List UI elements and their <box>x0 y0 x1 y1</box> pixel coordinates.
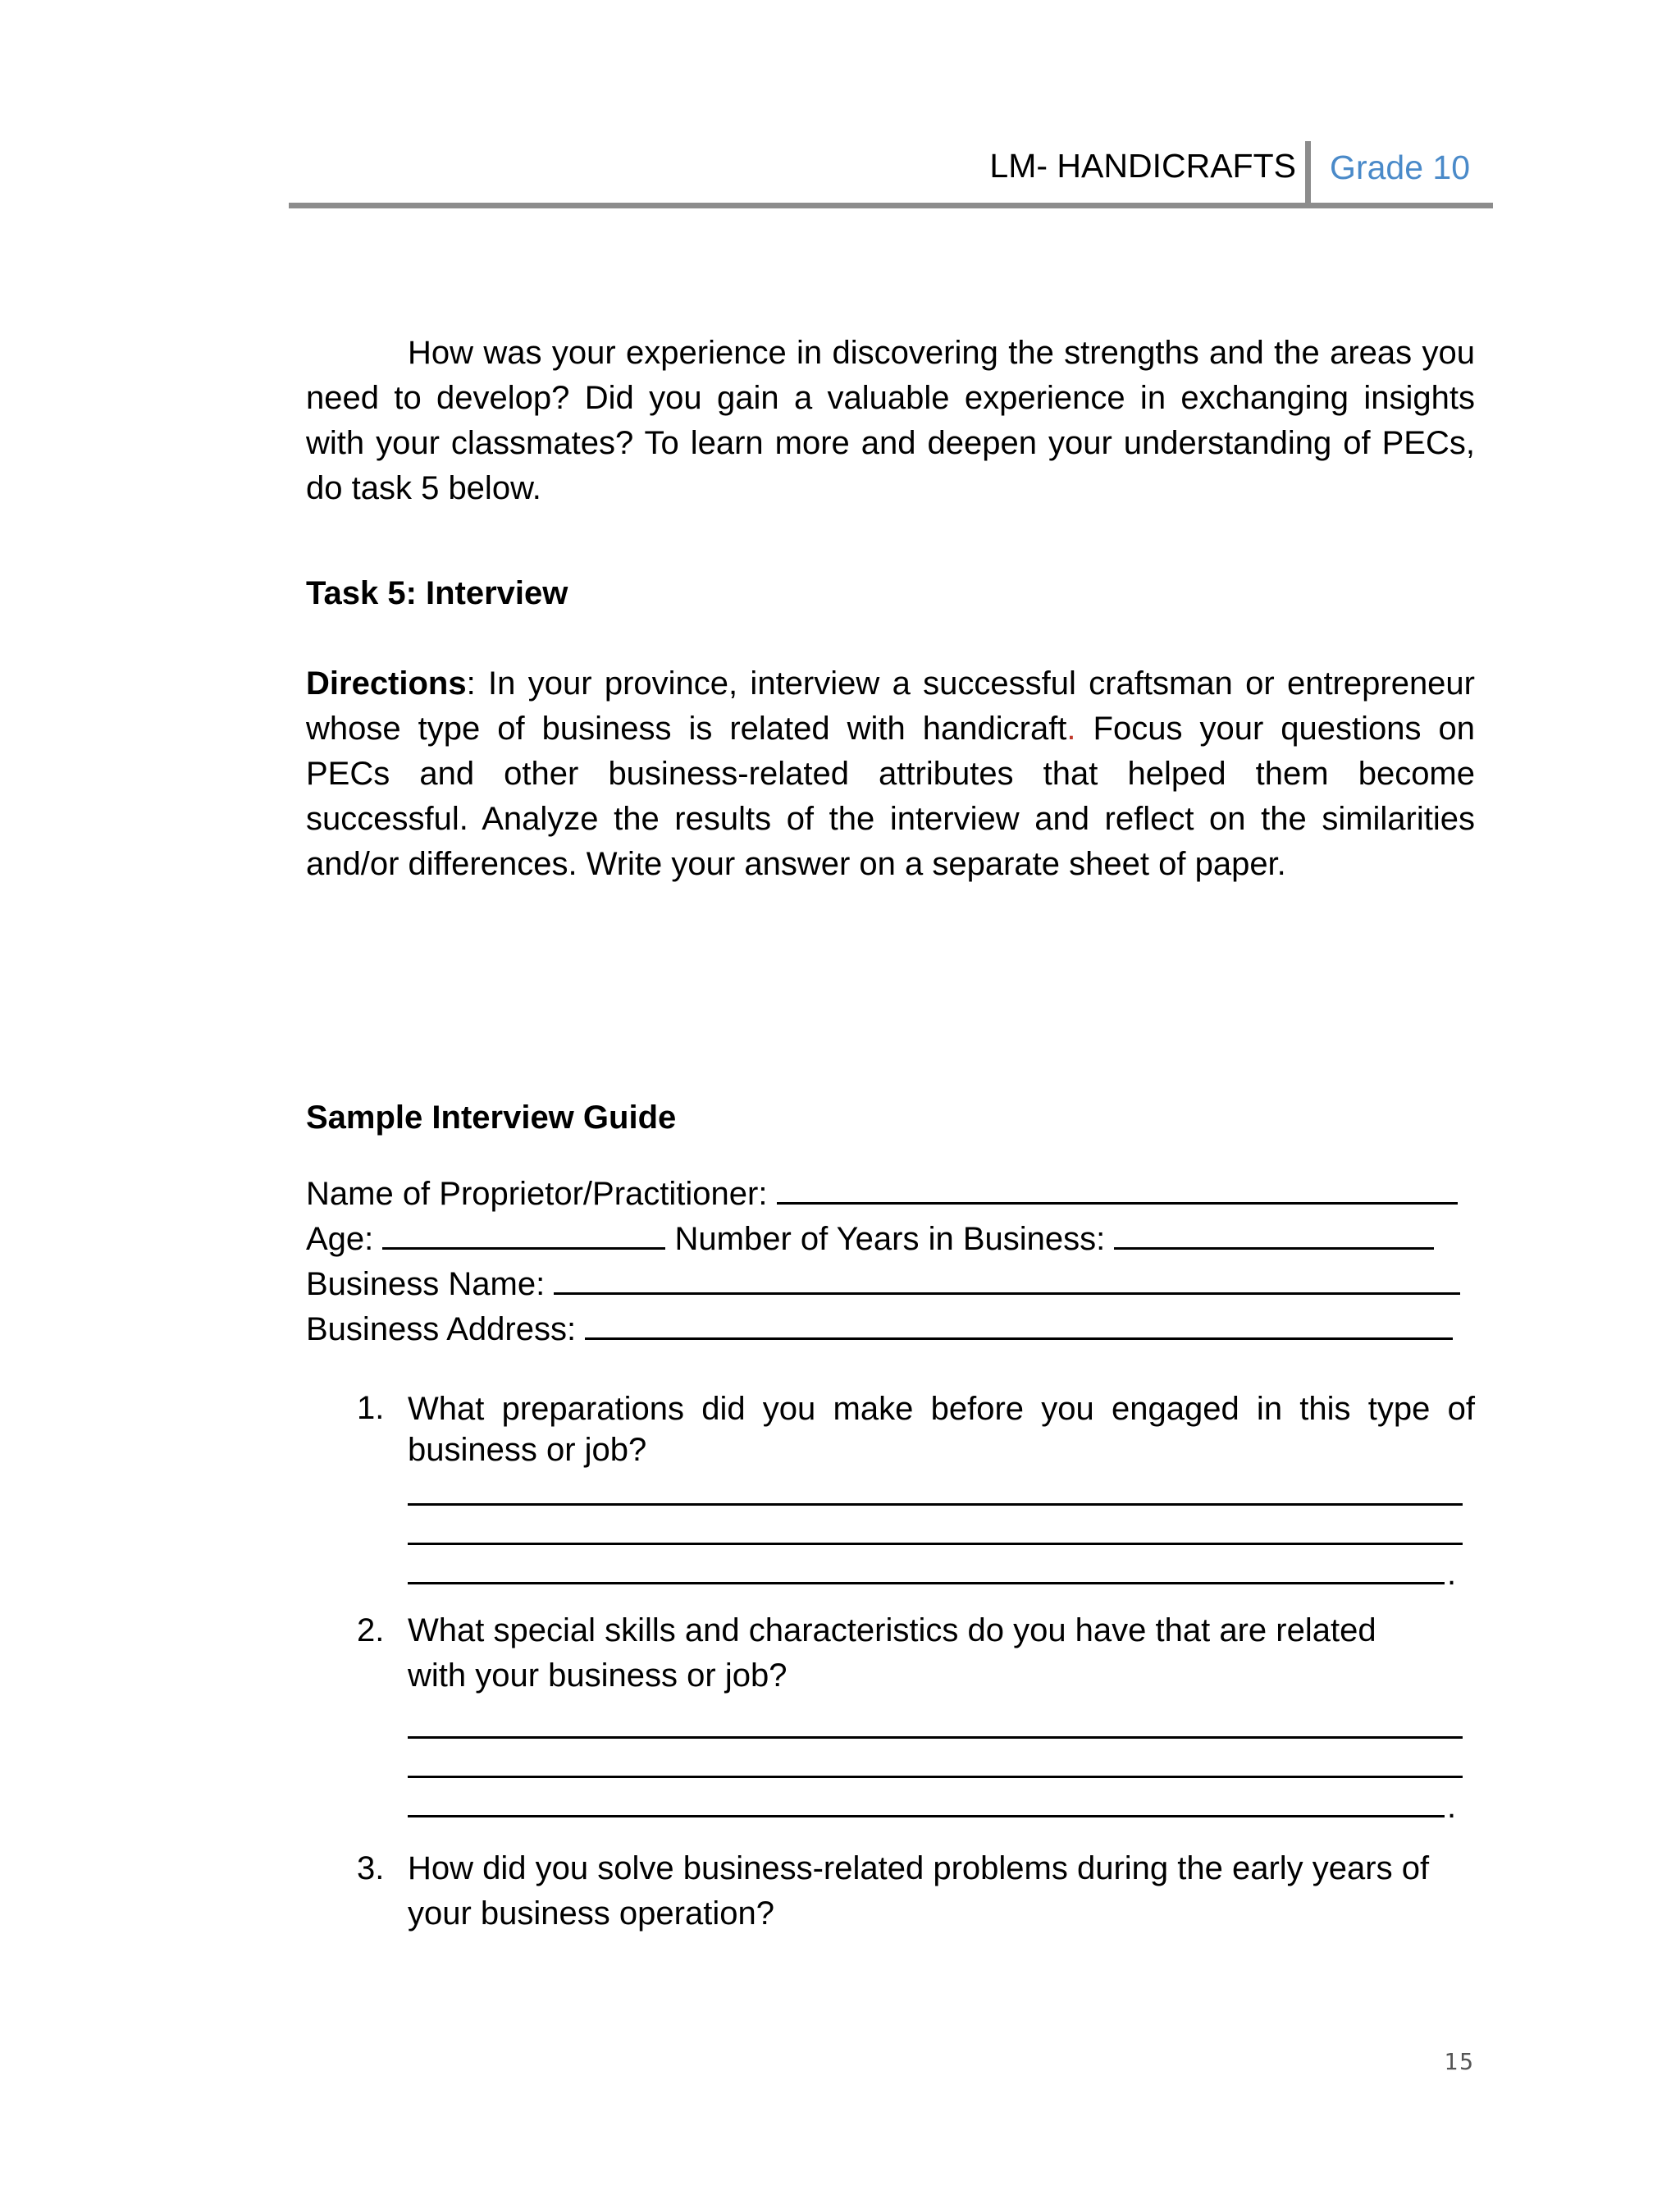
answer-line[interactable] <box>408 1815 1445 1817</box>
header-title: LM- HANDICRAFTS <box>989 147 1296 185</box>
directions-colon: : <box>466 665 476 702</box>
age-years-field-row <box>306 1214 1434 1262</box>
directions-paragraph <box>306 661 1475 887</box>
answer-line[interactable] <box>408 1543 1463 1545</box>
answer-end-dot: . <box>1447 1556 1457 1592</box>
business-address-field-blank[interactable] <box>585 1305 1453 1340</box>
question-3-text: How did you solve business-related problems during the early years of your business operation? <box>408 1850 1430 1932</box>
header-separator <box>1305 141 1311 203</box>
name-field-label: Name of Proprietor/Practitioner: <box>306 1176 768 1212</box>
age-field-label: Age: <box>306 1221 374 1257</box>
question-2-number: 2. <box>357 1612 385 1648</box>
name-field-blank[interactable] <box>777 1169 1458 1205</box>
header-rule <box>289 203 1493 208</box>
business-address-field-row <box>306 1305 1453 1352</box>
question-1-text: What preparations did you make before you engaged in this type of business or job? <box>408 1391 1475 1468</box>
directions-red-dot: . <box>1066 711 1076 747</box>
answer-line[interactable] <box>408 1582 1445 1584</box>
intro-paragraph: How was your experience in discovering the strengths and the areas you need to develop? Did you gain a valuable experience in exchanging insights with your classmates? To learn more and deepen your understanding of PECs, do task 5 below. <box>306 335 1475 506</box>
page-header <box>289 139 1493 208</box>
age-field-blank[interactable] <box>382 1214 665 1250</box>
directions-text-part1: In your province, interview a successful craftsman or entrepreneur whose type of business is related with handicraft <box>306 665 1475 747</box>
question-3-number: 3. <box>357 1850 385 1886</box>
years-field-label: Number of Years in Business: <box>674 1221 1106 1257</box>
answer-end-dot: . <box>1447 1789 1457 1825</box>
business-address-field-label: Business Address: <box>306 1311 577 1347</box>
years-field-blank[interactable] <box>1114 1214 1434 1250</box>
answer-line[interactable] <box>408 1503 1463 1506</box>
directions-text-part2: Focus your questions on PECs and other business-related attributes that helped them become successful. Analyze the results of the interview and reflect on the similarities and/or differences. Write your answer on a separate sheet of paper. <box>306 711 1475 882</box>
business-name-field-label: Business Name: <box>306 1266 546 1302</box>
question-2-text: What special skills and characteristics do you have that are related with your business or job? <box>408 1612 1376 1694</box>
page-number: 15 <box>1444 2048 1475 2075</box>
question-1-number: 1. <box>357 1390 385 1426</box>
task-heading: Task 5: Interview <box>306 575 568 611</box>
directions-label: Directions <box>306 665 467 702</box>
business-name-field-row <box>306 1260 1460 1307</box>
answer-line[interactable] <box>408 1776 1463 1778</box>
name-field-row <box>306 1169 1458 1217</box>
guide-heading: Sample Interview Guide <box>306 1100 677 1136</box>
answer-line[interactable] <box>408 1736 1463 1739</box>
business-name-field-blank[interactable] <box>554 1260 1460 1295</box>
header-grade: Grade 10 <box>1330 149 1470 186</box>
